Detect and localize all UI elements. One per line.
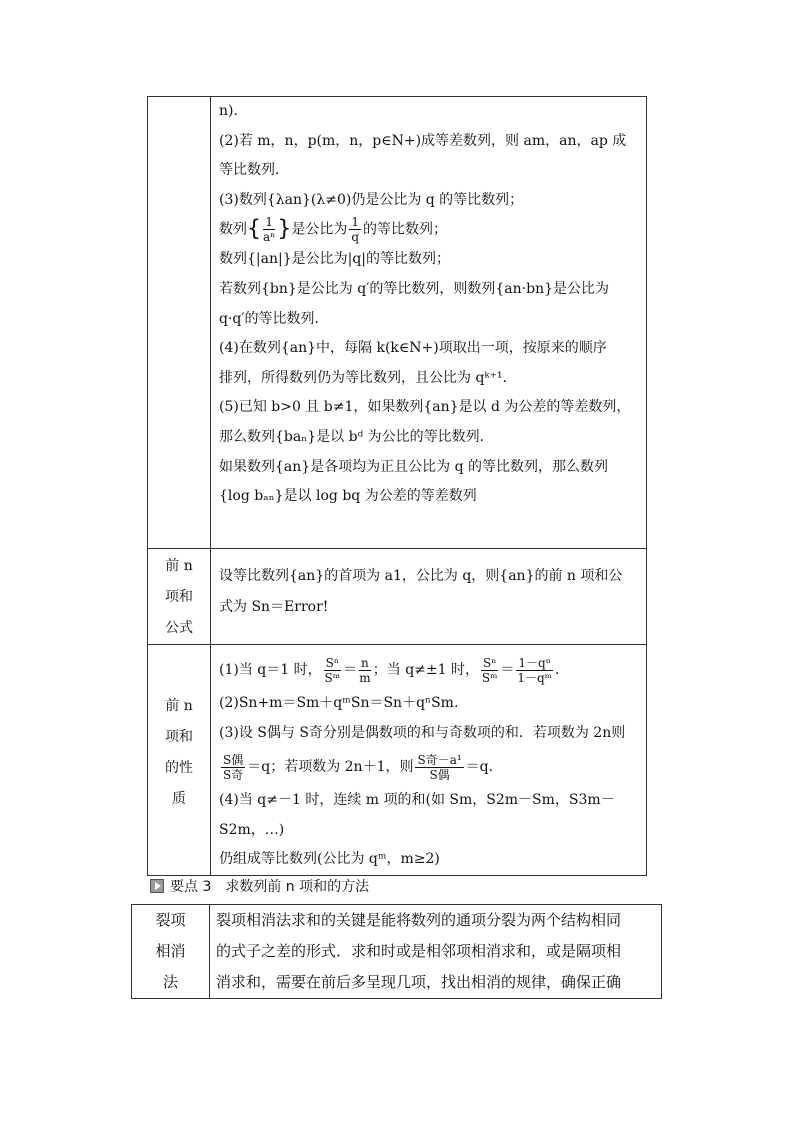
sum-formula-content [211, 549, 647, 645]
fraction [349, 215, 361, 244]
row-label-sum-properties [148, 645, 211, 876]
text-line: 消求和，需要在前后多呈现几项，找出相消的规律，确保正确 [216, 973, 622, 991]
denominator: S奇 [223, 767, 244, 782]
text: ＝q. [465, 759, 494, 776]
text-line: n). [219, 103, 238, 119]
label-line: 公式 [165, 620, 193, 636]
text: . [554, 662, 560, 678]
left-brace: { [247, 216, 261, 242]
label-line: 的性 [165, 760, 193, 776]
text-line: 如果数列{an}是各项均为正且公比为 q 的等比数列，那么数列 [219, 458, 609, 475]
numerator: S奇－a¹ [417, 752, 462, 767]
numerator: S偶 [223, 752, 244, 767]
numerator: Sⁿ [325, 655, 340, 670]
numerator: 1 [351, 215, 359, 230]
text-line: (2)若 m，n，p(m，n，p∈N+)成等差数列，则 am，an，ap 成 [219, 132, 627, 149]
numerator: 1 [263, 215, 275, 230]
section-heading [150, 876, 369, 896]
text-line: 设等比数列{an}的首项为 a1，公比为 q，则{an}的前 n 项和公 [219, 568, 623, 584]
fraction [221, 753, 245, 782]
right-brace: } [277, 216, 292, 242]
denominator: Sᵐ [481, 670, 498, 685]
text: 是公比为 [291, 221, 348, 238]
text-line: 排列，所得数列仍为等比数列，且公比为 qᵏ⁺¹. [219, 369, 507, 386]
text-line-with-fractions [219, 215, 638, 245]
numerator: Sⁿ [483, 655, 497, 670]
label-line: 法 [162, 973, 178, 991]
text-line: 式为 Sn＝Error! [219, 599, 329, 615]
fraction [359, 656, 371, 685]
label-line: 裂项 [155, 911, 186, 929]
text-line-with-fractions [219, 748, 638, 786]
numerator: 1－qⁿ [518, 655, 551, 670]
text-line: 那么数列{baₙ}是以 bᵈ 为公比的等比数列． [219, 429, 494, 446]
text-line: (4)当 q≠－1 时，连续 m 项的和(如 Sm，S2m－Sm，S3m－S2m，…) [219, 792, 615, 838]
text: ＝ [343, 662, 358, 678]
label-line: 相消 [155, 942, 186, 960]
fraction [324, 656, 341, 685]
sum-properties-content [211, 645, 647, 876]
text-line: 仍组成等比数列(公比为 qᵐ，m≥2) [219, 851, 440, 868]
label-line: 前 n [165, 698, 193, 714]
denominator: aⁿ [263, 230, 276, 245]
text: 的等比数列； [363, 221, 447, 238]
text-line: (5)已知 b>0 且 b≠1，如果数列{an}是以 d 为公差的等差数列， [219, 399, 631, 416]
label-line: 前 n [165, 558, 193, 574]
label-line: 项和 [165, 589, 193, 605]
text-line: (4)在数列{an}中，每隔 k(k∈N+)项取出一项，按原来的顺序 [219, 340, 607, 357]
fraction [263, 215, 275, 244]
text-line: 若数列{bn}是公比为 q′的等比数列，则数列{an·bn}是公比为 [219, 281, 609, 298]
text-line: (2)Sn+m＝Sm＋qᵐSn＝Sn＋qⁿSm. [219, 695, 459, 711]
table-row [132, 905, 662, 999]
fraction [481, 656, 498, 685]
text-line: 等比数列． [219, 162, 289, 179]
label-line: 质 [172, 791, 186, 807]
fraction [516, 656, 553, 685]
row-label-empty [148, 97, 211, 549]
text-line: q·q′的等比数列． [219, 310, 329, 327]
fraction [415, 753, 463, 782]
properties-table [147, 96, 647, 876]
row-label-sum-formula [148, 549, 211, 645]
denominator: q [351, 230, 360, 245]
denominator: Sᵐ [324, 670, 341, 685]
text: ＝ [500, 662, 515, 678]
section-title: 要点 3 求数列前 n 项和的方法 [170, 879, 370, 895]
text-line-with-fractions [219, 651, 638, 689]
denominator: m [359, 670, 371, 685]
telescoping-content [210, 905, 662, 999]
text-line: (3)数列{λan}(λ≠0)仍是公比为 q 的等比数列； [219, 191, 524, 208]
denominator: 1－qᵐ [517, 670, 553, 685]
methods-table [131, 904, 662, 999]
label-line: 项和 [165, 729, 193, 745]
text: ；当 q≠±1 时， [372, 662, 479, 678]
geometric-sequence-properties [211, 97, 647, 549]
text: ＝q；若项数为 2n＋1，则 [247, 759, 414, 776]
table-row [148, 645, 647, 876]
text-line: 的式子之差的形式．求和时或是相邻项相消求和，或是隔项相 [216, 942, 622, 960]
text-line: 裂项相消法求和的关键是能将数列的通项分裂为两个结构相同 [216, 911, 622, 929]
table-row [148, 97, 647, 549]
text: 数列 [219, 221, 247, 238]
numerator: n [361, 655, 369, 670]
text: (1)当 q＝1 时， [219, 662, 322, 678]
text-line: 数列{|an|}是公比为|q|的等比数列； [219, 251, 451, 268]
play-square-icon [150, 879, 164, 893]
row-label-telescoping [132, 905, 210, 999]
text-line: (3)设 S偶与 S奇分别是偶数项的和与奇数项的和．若项数为 2n则 [219, 724, 626, 741]
table-row [148, 549, 647, 645]
text-line: {log bₐₙ}是以 log bq 为公差的等差数列 [219, 488, 477, 505]
denominator: S偶 [429, 767, 450, 782]
